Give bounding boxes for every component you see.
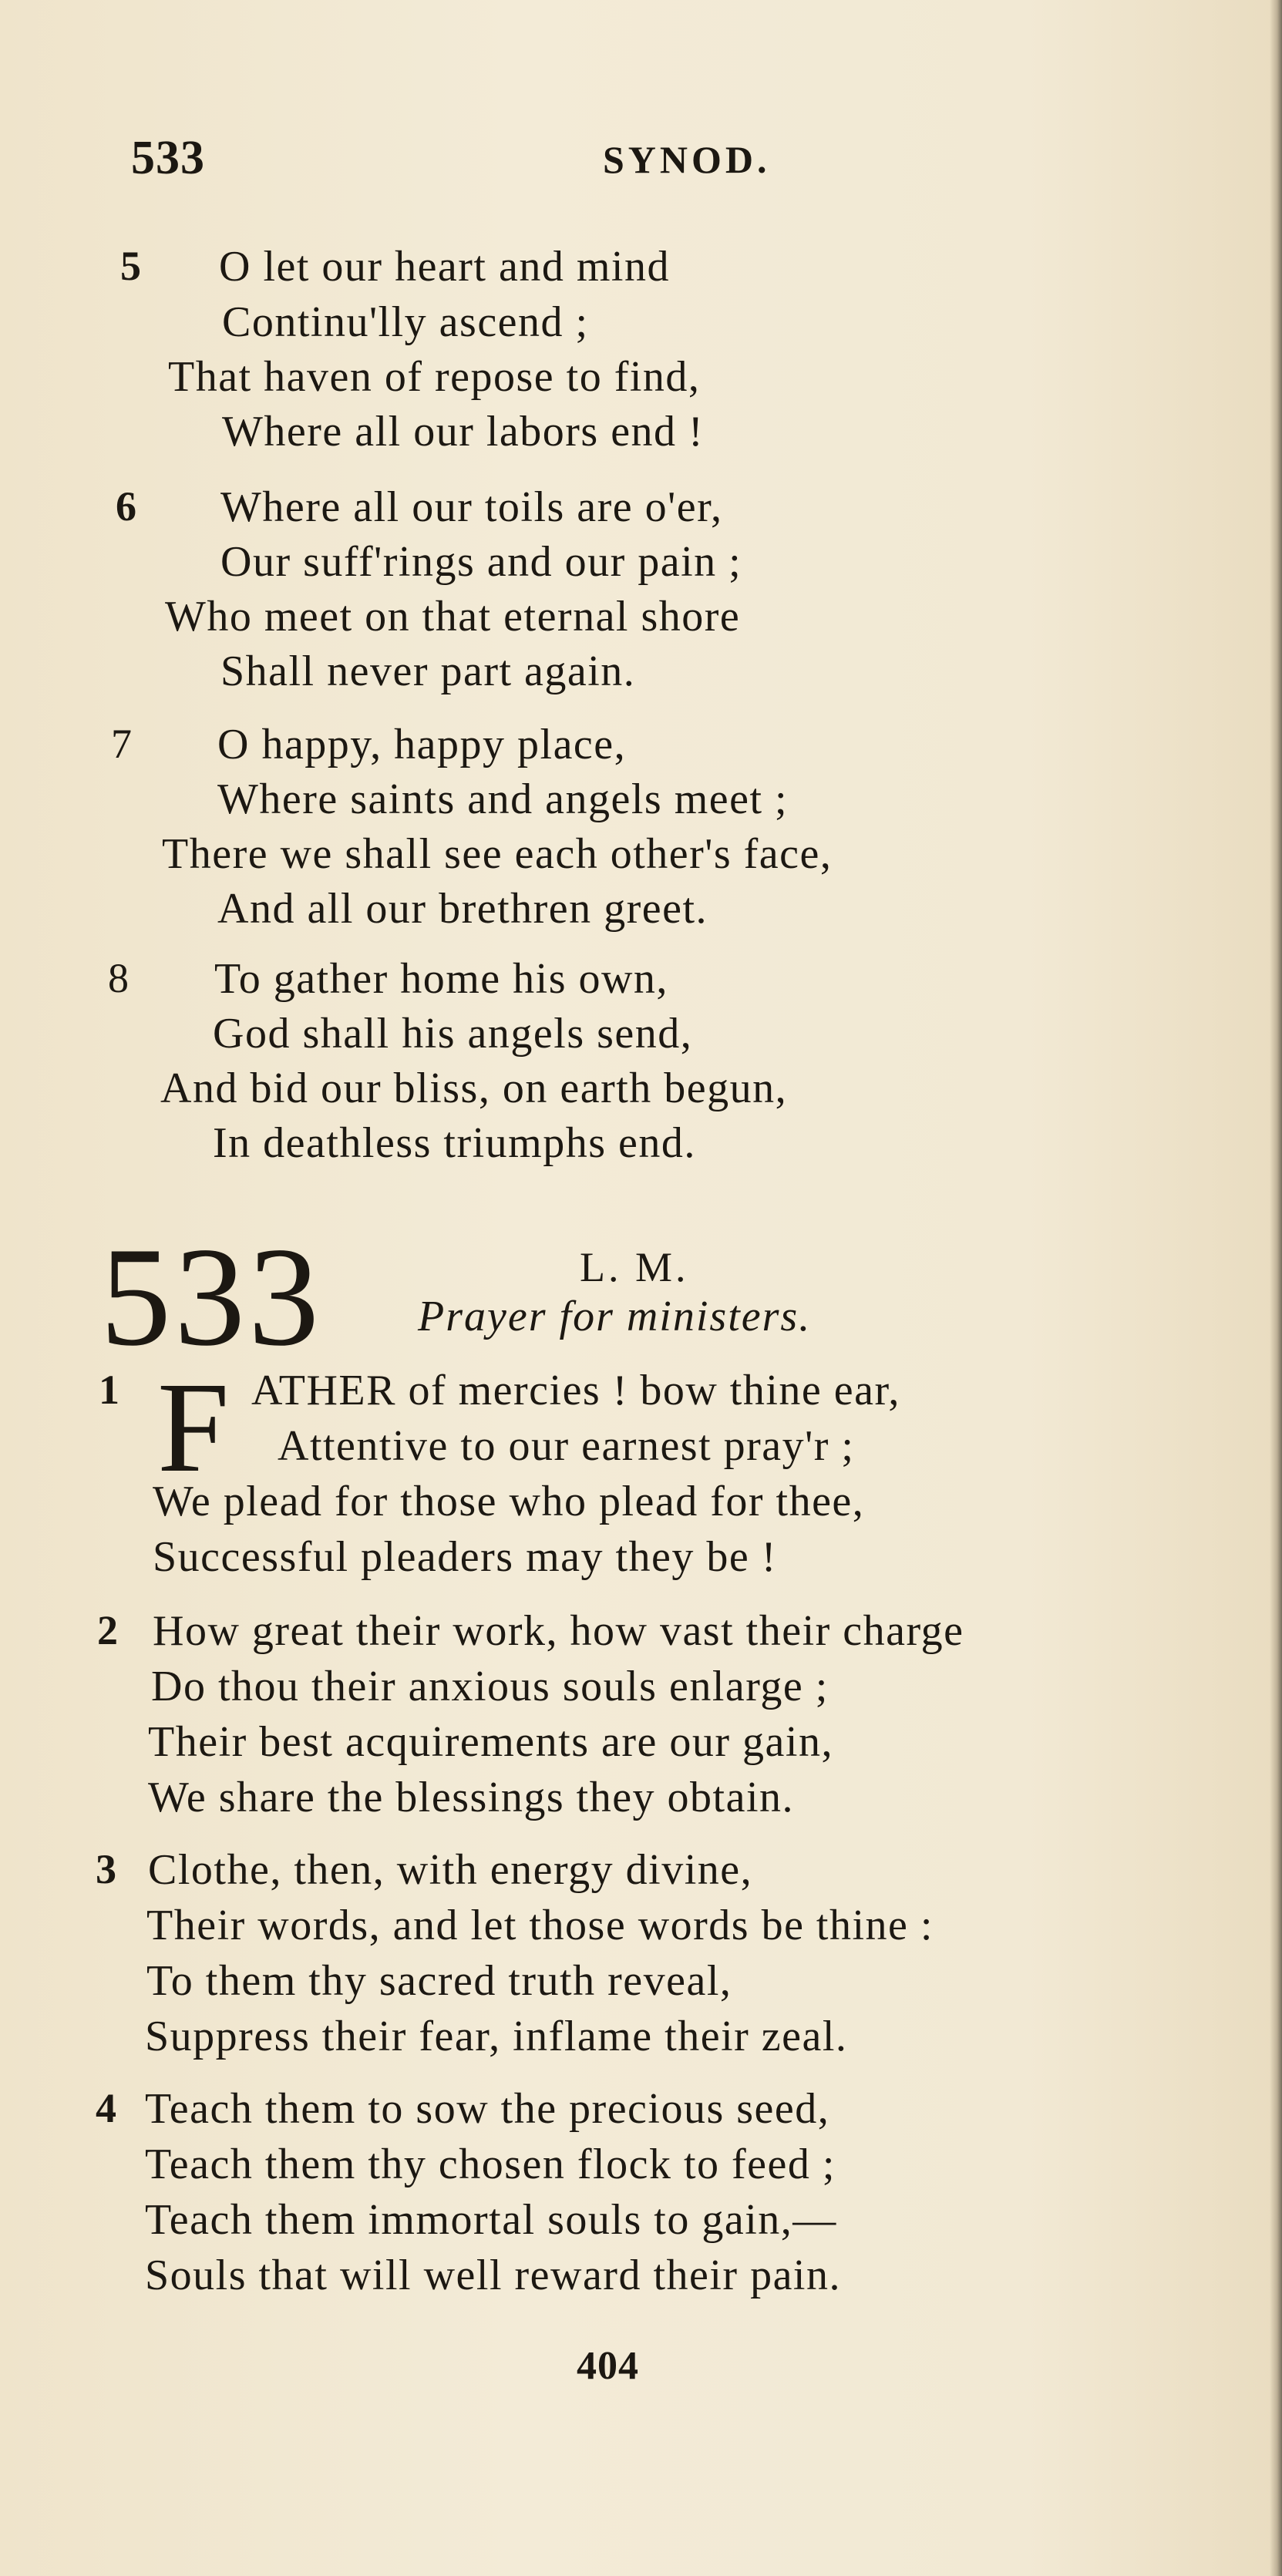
verse-line: O happy, happy place, [217, 721, 627, 768]
verse-line: Attentive to our earnest pray'r ; [278, 1422, 855, 1470]
running-head: SYNOD. [603, 138, 771, 181]
page-number: 533 [131, 132, 205, 184]
verse-number: 3 [96, 1846, 116, 1892]
verse-line: Teach them immortal souls to gain,— [145, 2196, 837, 2244]
verse-line: God shall his angels send, [213, 1010, 693, 1058]
verse-line: O let our heart and mind [219, 243, 670, 291]
verse-line: Successful pleaders may they be ! [153, 1533, 777, 1581]
verse-line: That haven of repose to find, [168, 353, 701, 401]
verse-number: 2 [97, 1607, 118, 1653]
verse-line: Where saints and angels meet ; [217, 775, 789, 823]
verse-number: 4 [96, 2085, 116, 2131]
verse-number: 7 [111, 721, 132, 767]
verse-line: ATHER of mercies ! bow thine ear, [251, 1367, 900, 1414]
page-header [131, 131, 1056, 193]
verse-line: How great their work, how vast their charge [153, 1607, 964, 1655]
verse-line: There we shall see each other's face, [162, 830, 833, 878]
page-edge-shadow [1270, 0, 1282, 2576]
verse-line: Where all our toils are o'er, [220, 483, 723, 531]
verse-line: Shall never part again. [220, 647, 636, 695]
verse-line: We share the blessings they obtain. [148, 1774, 795, 1821]
verse-line: To gather home his own, [214, 955, 668, 1003]
verse-line: Teach them to sow the precious seed, [145, 2085, 830, 2133]
hymn-title: Prayer for ministers. [418, 1293, 812, 1340]
verse-line: Continu'lly ascend ; [222, 298, 589, 346]
verse-line: Where all our labors end ! [222, 408, 705, 456]
verse-line: Do thou their anxious souls enlarge ; [151, 1663, 829, 1710]
verse-line: Teach them thy chosen flock to feed ; [145, 2141, 836, 2188]
verse-line: Souls that will well reward their pain. [145, 2251, 841, 2299]
hymn-number: 533 [100, 1218, 322, 1375]
verse-line: And bid our bliss, on earth begun, [160, 1064, 788, 1112]
verse-line: Their best acquirements are our gain, [148, 1718, 833, 1766]
verse-line: Suppress their fear, inflame their zeal. [145, 2013, 848, 2060]
drop-cap: F [157, 1356, 230, 1499]
verse-line: Our suff'rings and our pain ; [220, 538, 742, 586]
hymn-meter: L. M. [580, 1244, 689, 1290]
verse-line: And all our brethren greet. [217, 885, 708, 933]
verse-line: Their words, and let those words be thine : [146, 1902, 934, 1949]
verse-line: In deathless triumphs end. [213, 1119, 696, 1167]
signature-number: 404 [577, 2344, 639, 2388]
verse-number: 6 [116, 483, 136, 530]
verse-number: 8 [108, 955, 129, 1001]
verse-number: 5 [120, 243, 141, 289]
verse-number: 1 [99, 1367, 119, 1413]
verse-line: Clothe, then, with energy divine, [148, 1846, 753, 1894]
verse-line: To them thy sacred truth reveal, [146, 1957, 732, 2005]
verse-line: Who meet on that eternal shore [165, 593, 741, 641]
verse-line: We plead for those who plead for thee, [153, 1478, 865, 1525]
